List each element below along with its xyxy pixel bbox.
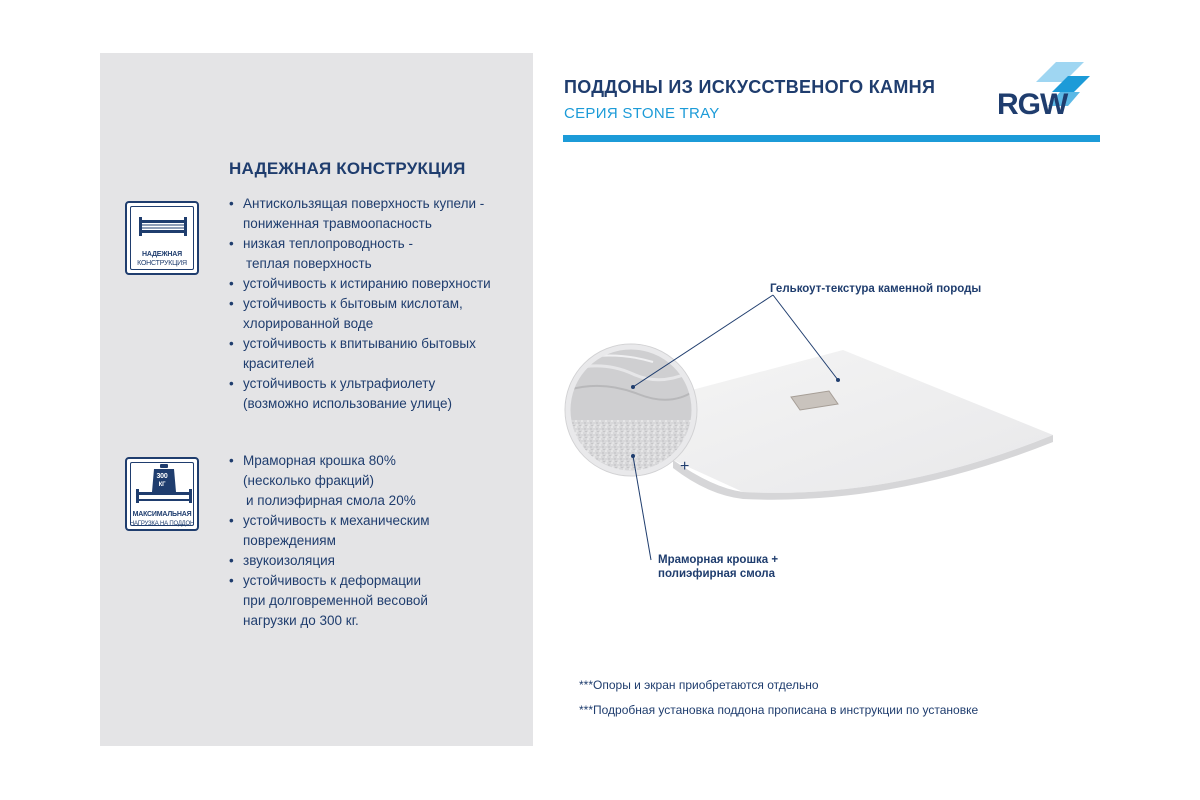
- list-item: • устойчивость к впитыванию бытовых: [229, 334, 491, 354]
- list-item: • Антискользящая поверхность купели -: [229, 194, 491, 214]
- material-features-list: [229, 451, 430, 631]
- page-title: ПОДДОНЫ ИЗ ИСКУССТВЕНОГО КАМНЯ: [564, 77, 936, 97]
- list-item: • звукоизоляция: [229, 551, 430, 571]
- list-item: красителей: [243, 356, 315, 371]
- list-item: теплая поверхность: [246, 256, 372, 271]
- leader-line-top: [633, 295, 773, 387]
- footnote-installation: ***Подробная установка поддона прописана в инструкции по установке: [579, 703, 979, 717]
- list-item: повреждениям: [243, 533, 336, 548]
- rgw-logo: RGW: [997, 88, 1068, 121]
- tray-surface: [673, 350, 1053, 493]
- list-item: хлорированной воде: [243, 316, 374, 331]
- header-divider: [563, 135, 1100, 142]
- reliable-construction-badge: [125, 201, 199, 275]
- footnote-supports: ***Опоры и экран приобретаются отдельно: [579, 678, 819, 692]
- list-item: • устойчивость к ультрафиолету: [229, 374, 491, 394]
- list-item: • низкая теплопроводность -: [229, 234, 491, 254]
- shower-tray-illustration: [563, 270, 1083, 600]
- weight-value: 300: [156, 473, 168, 480]
- list-item: нагрузки до 300 кг.: [243, 613, 359, 628]
- list-item: • устойчивость к истиранию поверхности: [229, 274, 491, 294]
- badge2-line1: МАКСИМАЛЬНАЯ: [132, 511, 192, 518]
- plus-icon: +: [680, 458, 690, 475]
- badge1-line1: НАДЕЖНАЯ: [142, 251, 182, 258]
- list-item: и полиэфирная смола 20%: [246, 493, 416, 508]
- callout-marble-line1: Мраморная крошка +: [658, 554, 779, 566]
- list-item: • устойчивость к механическим: [229, 511, 430, 531]
- max-load-badge: [125, 457, 199, 531]
- list-item: при долговременной весовой: [243, 593, 428, 608]
- construction-features-list: [229, 194, 491, 414]
- list-item: (несколько фракций): [243, 473, 375, 488]
- page-subtitle: СЕРИЯ STONE TRAY: [564, 105, 720, 122]
- callout-gelcoat: Гелькоут-текстура каменной породы: [770, 283, 982, 295]
- list-item: • устойчивость к бытовым кислотам,: [229, 294, 491, 314]
- list-item: (возможно использование улице): [243, 396, 452, 411]
- callout-marble-line2: полиэфирная смола: [658, 568, 776, 580]
- list-item: • устойчивость к деформации: [229, 571, 430, 591]
- badge2-line2: НАГРУЗКА НА ПОДДОН: [129, 521, 195, 527]
- list-item: пониженная травмоопасность: [243, 216, 432, 231]
- weight-unit: КГ: [158, 482, 166, 488]
- badge1-line2: КОНСТРУКЦИЯ: [137, 260, 187, 267]
- list-item: • Мраморная крошка 80%: [229, 451, 430, 471]
- section-title: НАДЕЖНАЯ КОНСТРУКЦИЯ: [229, 159, 466, 178]
